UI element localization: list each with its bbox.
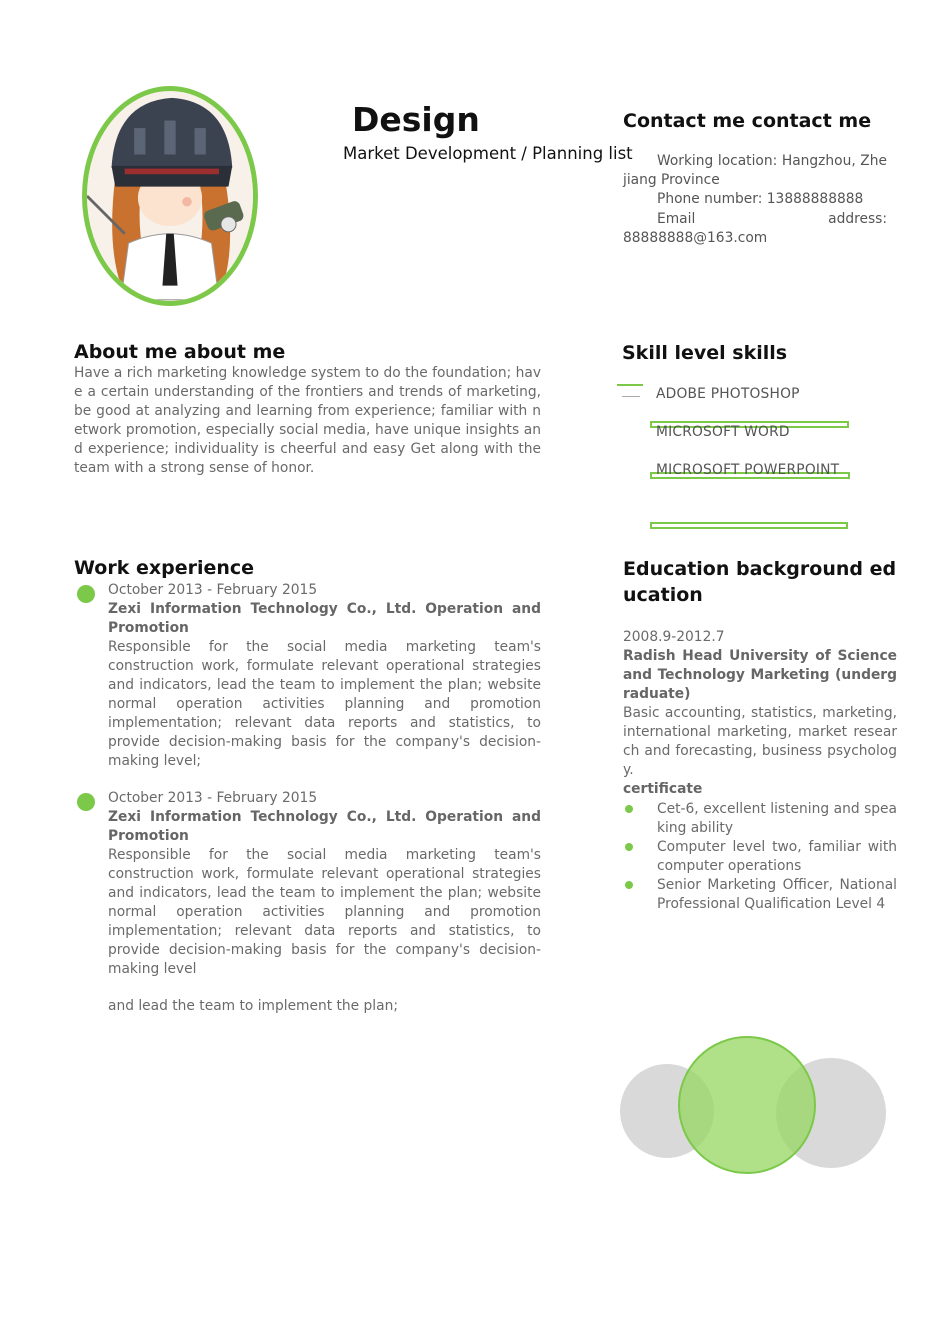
contact-email-label2: address:: [828, 210, 887, 227]
about-title: About me about me: [74, 341, 286, 363]
job-company: Zexi Information Technology Co., Ltd. Operation and Promotion: [108, 601, 541, 636]
work-title: Work experience: [74, 557, 255, 579]
bullet-dot-icon: [625, 805, 633, 813]
certificate-item: [623, 800, 897, 838]
education-school: Radish Head University of Science and Technology Marketing (undergraduate): [623, 648, 897, 702]
skill-label-powerpoint: MICROSOFT POWERPOINT: [656, 462, 840, 478]
work-extra-note: and lead the team to implement the plan;: [108, 998, 398, 1014]
job-description: Responsible for the social media marketing team's construction work, formulate relevant operational strategies and indicators, lead the team to implement the plan; website normal operation activities planning and promotion implementation; relevant data reports and statistics, to provide decision-making basis for the company's decision-making level: [108, 847, 541, 977]
avatar: [82, 86, 258, 306]
contact-title: Contact me contact me: [623, 110, 872, 132]
contact-email-label: Email: [657, 210, 696, 227]
contact-email-row: [623, 210, 887, 229]
job-date: October 2013 - February 2015: [108, 582, 318, 598]
skill-bar-powerpoint: [650, 522, 848, 529]
job-company: Zexi Information Technology Co., Ltd. Operation and Promotion: [108, 809, 541, 844]
job-role: Market Development / Planning list: [343, 144, 633, 163]
job-entry: [108, 581, 541, 771]
bullet-dot-icon: [625, 881, 633, 889]
contact-email-value: 88888888@163.com: [623, 229, 768, 246]
job-date: October 2013 - February 2015: [108, 790, 318, 806]
education-title: Education background education: [623, 558, 897, 606]
contact-location: Working location: Hangzhou, Zhejiang Province: [623, 153, 887, 189]
skill-label-word: MICROSOFT WORD: [656, 424, 790, 440]
certificate-item-text: Cet-6, excellent listening and speaking ability: [657, 801, 897, 836]
bullet-dot-icon: [625, 843, 633, 851]
job-description: Responsible for the social media marketing team's construction work, formulate relevant operational strategies and indicators, lead the team to implement the plan; website normal operation activities planning and promotion implementation; relevant data reports and statistics, to provide decision-making basis for the company's decision-making level;: [108, 639, 541, 769]
certificate-item: [623, 838, 897, 876]
certificate-title: certificate: [623, 781, 703, 797]
certificate-item-text: Senior Marketing Officer, National Professional Qualification Level 4: [657, 877, 897, 912]
contact-details: [623, 152, 887, 248]
skill-accent-line: [617, 384, 643, 386]
job-bullet-dot: [77, 793, 95, 811]
skill-label-photoshop: ADOBE PHOTOSHOP: [656, 386, 800, 402]
decor-circle-center: [678, 1036, 816, 1174]
job-bullet-dot: [77, 585, 95, 603]
job-entry: [108, 789, 541, 979]
education-period: 2008.9-2012.7: [623, 629, 725, 645]
education-courses: Basic accounting, statistics, marketing, international marketing, market research and forecasting, business psychology.: [623, 705, 897, 778]
about-text: Have a rich marketing knowledge system to do the foundation; have a certain understanding of the frontiers and trends of marketing, be good at analyzing and learning from experience; familiar with network promotion, especially social media, have unique insights and experience; individuality is cheerful and easy Get along with the team with a strong sense of honor.: [74, 365, 541, 476]
skill-grey-line: [622, 396, 640, 397]
certificate-item: [623, 876, 897, 914]
avatar-illustration: [87, 91, 253, 301]
certificate-list: [623, 800, 897, 914]
person-name: Design: [352, 100, 480, 139]
education-block: [623, 628, 897, 780]
skills-title: Skill level skills: [622, 342, 788, 364]
contact-phone: Phone number: 13888888888: [657, 191, 864, 208]
certificate-item-text: Computer level two, familiar with computer operations: [657, 839, 897, 874]
